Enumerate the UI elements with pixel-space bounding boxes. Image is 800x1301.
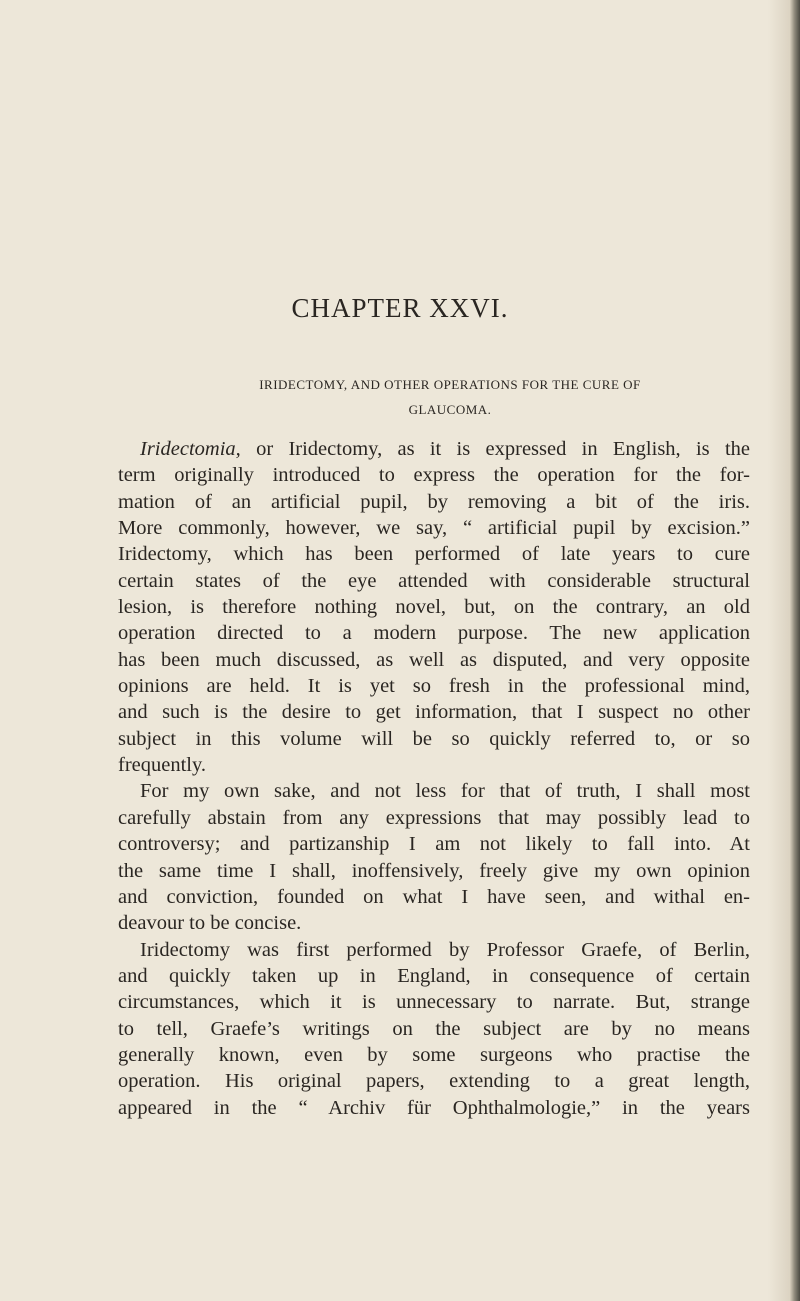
paragraph bbox=[118, 436, 750, 778]
text-line: generally known, even by some surgeons who practise the bbox=[118, 1043, 750, 1066]
text-line: For my own sake, and not less for that of truth, I shall most bbox=[140, 780, 750, 803]
text-line: appeared in the “ Archiv für Ophthalmologie,” in the years bbox=[118, 1096, 750, 1119]
text-line: and conviction, founded on what I have seen, and withal en- bbox=[118, 885, 750, 908]
text-line: operation directed to a modern purpose. The new application bbox=[118, 622, 750, 645]
text-line: mation of an artificial pupil, by removing a bit of the iris. bbox=[118, 490, 750, 513]
chapter-body bbox=[118, 436, 750, 1121]
italic-term: Iridectomia, bbox=[140, 438, 241, 460]
text-line: subject in this volume will be so quickly referred to, or so bbox=[118, 727, 750, 750]
text-line: Iridectomia, or Iridectomy, as it is expressed in English, is the bbox=[140, 438, 750, 460]
chapter-subtitle bbox=[160, 372, 740, 422]
page-gutter-shadow bbox=[768, 0, 790, 1301]
text-line: has been much discussed, as well as disputed, and very opposite bbox=[118, 648, 750, 671]
text-line: lesion, is therefore nothing novel, but, on the contrary, an old bbox=[118, 596, 750, 619]
text-line: operation. His original papers, extending to a great length, bbox=[118, 1070, 750, 1093]
chapter-subtitle-line: GLAUCOMA. bbox=[408, 402, 492, 417]
text-line: More commonly, however, we say, “ artificial pupil by excision.” bbox=[118, 517, 750, 540]
text-line: frequently. bbox=[118, 754, 207, 777]
text-line: Iridectomy, which has been performed of late years to cure bbox=[118, 543, 750, 566]
text-line: the same time I shall, inoffensively, freely give my own opinion bbox=[118, 859, 750, 882]
text-line: and quickly taken up in England, in consequence of certain bbox=[118, 964, 750, 987]
chapter-subtitle-line: IRIDECTOMY, AND OTHER OPERATIONS FOR THE CURE OF bbox=[259, 377, 641, 392]
text-line: opinions are held. It is yet so fresh in the professional mind, bbox=[118, 675, 750, 698]
text-line: certain states of the eye attended with considerable structural bbox=[118, 569, 750, 592]
text-line: term originally introduced to express the operation for the for- bbox=[118, 464, 750, 487]
text-line: carefully abstain from any expressions that may possibly lead to bbox=[118, 806, 750, 829]
paragraph bbox=[118, 937, 750, 1121]
text-line: and such is the desire to get information, that I suspect no other bbox=[118, 701, 750, 724]
paragraph bbox=[118, 778, 750, 936]
text-line: controversy; and partizanship I am not likely to fall into. At bbox=[118, 833, 750, 856]
text-line: to tell, Graefe’s writings on the subject are by no means bbox=[118, 1017, 750, 1040]
text-line: Iridectomy was first performed by Professor Graefe, of Berlin, bbox=[140, 938, 750, 961]
page-edge bbox=[790, 0, 800, 1301]
chapter-title: CHAPTER XXVI. bbox=[291, 293, 509, 323]
text-line: circumstances, which it is unnecessary to narrate. But, strange bbox=[118, 991, 750, 1014]
text-line: deavour to be concise. bbox=[118, 912, 302, 935]
